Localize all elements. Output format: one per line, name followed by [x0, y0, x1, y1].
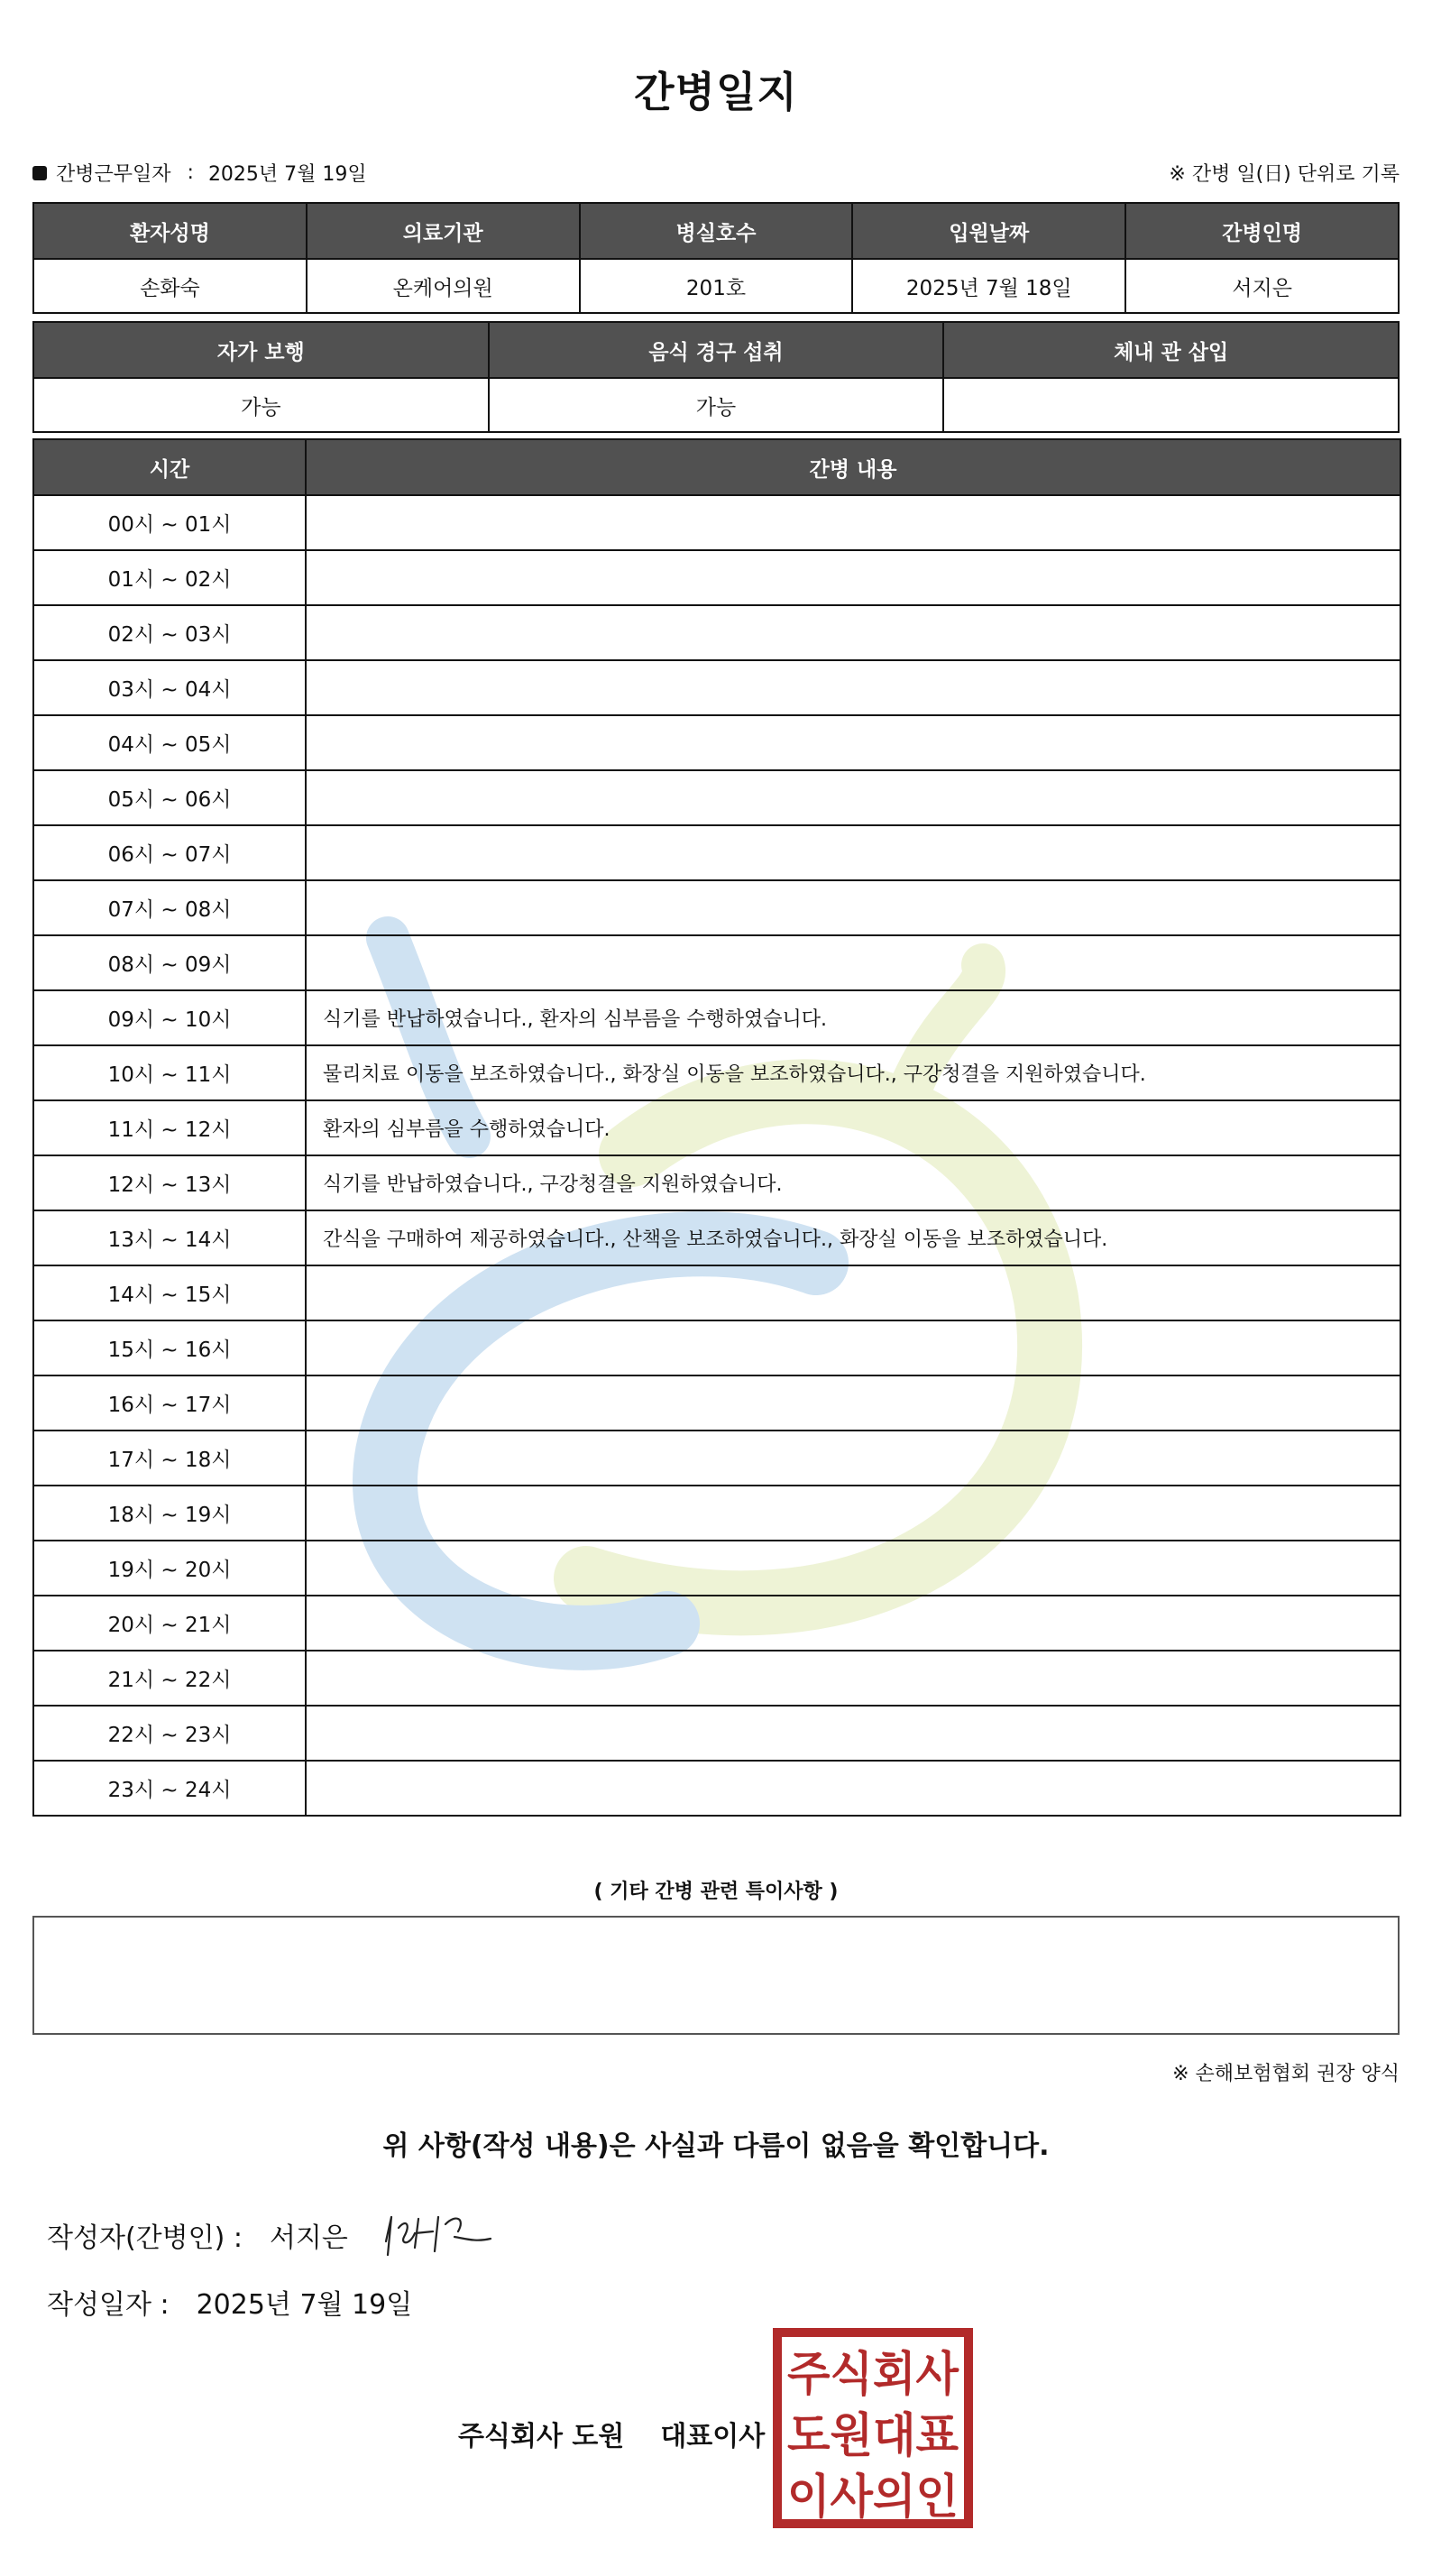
care-content-cell: 식기를 반납하였습니다., 환자의 심부름을 수행하였습니다. — [306, 990, 1400, 1045]
table-row — [33, 605, 1400, 660]
time-cell: 01시 ~ 02시 — [33, 550, 306, 605]
care-content-cell — [306, 660, 1400, 715]
table-row — [33, 880, 1400, 935]
tube-cell — [943, 378, 1399, 432]
work-date-value: 2025년 7월 19일 — [207, 163, 367, 186]
table-row — [33, 1431, 1400, 1486]
header-admission-date: 입원날짜 — [852, 203, 1125, 259]
walking-cell: 가능 — [33, 378, 489, 432]
writer-name: 서지은 — [269, 2222, 348, 2254]
oral-intake-cell: 가능 — [489, 378, 944, 432]
table-header-row — [33, 439, 1400, 495]
care-content-cell — [306, 1431, 1400, 1486]
signature-icon — [379, 2192, 532, 2264]
table-row — [33, 990, 1400, 1045]
table-header-row — [33, 203, 1399, 259]
table-row — [33, 1320, 1400, 1375]
work-date-colon: : — [187, 161, 194, 184]
time-cell: 09시 ~ 10시 — [33, 990, 306, 1045]
table-row — [33, 770, 1400, 825]
care-content-cell — [306, 1596, 1400, 1651]
remarks-title: ( 기타 간병 관련 특이사항 ) — [593, 1881, 839, 1903]
time-cell: 05시 ~ 06시 — [33, 770, 306, 825]
company-row — [458, 2414, 765, 2453]
time-cell: 23시 ~ 24시 — [33, 1761, 306, 1816]
time-cell: 04시 ~ 05시 — [33, 715, 306, 770]
form-note: ※ 손해보험협회 권장 양식 — [1172, 2063, 1400, 2085]
writer-row — [47, 2215, 348, 2255]
table-row — [33, 259, 1399, 313]
table-row — [33, 1265, 1400, 1320]
time-cell: 18시 ~ 19시 — [33, 1486, 306, 1541]
care-content-cell — [306, 715, 1400, 770]
write-date-label: 작성일자 : — [47, 2289, 170, 2321]
square-bullet-icon — [32, 166, 47, 180]
time-cell: 13시 ~ 14시 — [33, 1210, 306, 1265]
care-content-cell — [306, 1541, 1400, 1596]
care-content-cell: 식기를 반납하였습니다., 구강청결을 지원하였습니다. — [306, 1155, 1400, 1210]
care-log-table — [32, 438, 1401, 1817]
document-title: 간병일지 — [634, 68, 798, 116]
header-walking: 자가 보행 — [33, 322, 489, 378]
header-oral-intake: 음식 경구 섭취 — [489, 322, 944, 378]
care-content-cell — [306, 1265, 1400, 1320]
header-time: 시간 — [33, 439, 306, 495]
patient-info-table — [32, 202, 1400, 314]
care-content-cell — [306, 1761, 1400, 1816]
company-seal-icon — [772, 2327, 974, 2529]
patient-name-cell: 손화숙 — [33, 259, 307, 313]
header-caregiver: 간병인명 — [1125, 203, 1399, 259]
table-row — [33, 495, 1400, 550]
table-row — [33, 1375, 1400, 1431]
patient-status-table — [32, 321, 1400, 433]
header-patient-name: 환자성명 — [33, 203, 307, 259]
care-content-cell — [306, 605, 1400, 660]
care-content-cell — [306, 880, 1400, 935]
table-row — [33, 378, 1399, 432]
care-content-cell — [306, 1706, 1400, 1761]
table-row — [33, 1210, 1400, 1265]
time-cell: 08시 ~ 09시 — [33, 935, 306, 990]
table-row — [33, 550, 1400, 605]
caregiver-cell: 서지은 — [1125, 259, 1399, 313]
care-content-cell: 간식을 구매하여 제공하였습니다., 산책을 보조하였습니다., 화장실 이동을 보조하였습니다. — [306, 1210, 1400, 1265]
table-row — [33, 1541, 1400, 1596]
time-cell: 16시 ~ 17시 — [33, 1375, 306, 1431]
time-cell: 20시 ~ 21시 — [33, 1596, 306, 1651]
room-cell: 201호 — [580, 259, 853, 313]
table-row — [33, 1486, 1400, 1541]
time-cell: 03시 ~ 04시 — [33, 660, 306, 715]
table-row — [33, 1155, 1400, 1210]
care-content-cell — [306, 935, 1400, 990]
care-content-cell — [306, 825, 1400, 880]
writer-label: 작성자(간병인) : — [47, 2222, 243, 2254]
table-row — [33, 660, 1400, 715]
admission-date-cell: 2025년 7월 18일 — [852, 259, 1125, 313]
svg-text:주식회사: 주식회사 — [787, 2348, 959, 2402]
time-cell: 14시 ~ 15시 — [33, 1265, 306, 1320]
company-name: 주식회사 도원 — [458, 2421, 625, 2452]
remarks-box — [32, 1916, 1400, 2035]
write-date-value: 2025년 7월 19일 — [196, 2289, 413, 2321]
care-content-cell — [306, 1486, 1400, 1541]
header-institution: 의료기관 — [307, 203, 580, 259]
table-row — [33, 935, 1400, 990]
care-content-cell — [306, 770, 1400, 825]
time-cell: 07시 ~ 08시 — [33, 880, 306, 935]
confirmation-statement: 위 사항(작성 내용)은 사실과 다름이 없음을 확인합니다. — [382, 2130, 1050, 2162]
time-cell: 19시 ~ 20시 — [33, 1541, 306, 1596]
time-cell: 17시 ~ 18시 — [33, 1431, 306, 1486]
care-content-cell — [306, 1320, 1400, 1375]
time-cell: 02시 ~ 03시 — [33, 605, 306, 660]
time-cell: 12시 ~ 13시 — [33, 1155, 306, 1210]
time-cell: 10시 ~ 11시 — [33, 1045, 306, 1100]
header-tube: 체내 관 삽입 — [943, 322, 1399, 378]
care-content-cell — [306, 1375, 1400, 1431]
care-content-cell — [306, 550, 1400, 605]
care-log-body — [33, 495, 1400, 1816]
time-cell: 21시 ~ 22시 — [33, 1651, 306, 1706]
time-cell: 06시 ~ 07시 — [33, 825, 306, 880]
care-content-cell: 물리치료 이동을 보조하였습니다., 화장실 이동을 보조하였습니다., 구강청결을 지원하였습니다. — [306, 1045, 1400, 1100]
table-row — [33, 1651, 1400, 1706]
table-row — [33, 825, 1400, 880]
svg-text:도원대표: 도원대표 — [787, 2409, 959, 2463]
table-header-row — [33, 322, 1399, 378]
work-date-label: 간병근무일자 — [56, 163, 171, 186]
table-row — [33, 1100, 1400, 1155]
institution-cell: 온케어의원 — [307, 259, 580, 313]
table-row — [33, 1596, 1400, 1651]
care-content-cell: 환자의 심부름을 수행하였습니다. — [306, 1100, 1400, 1155]
table-row — [33, 715, 1400, 770]
table-row — [33, 1761, 1400, 1816]
company-title: 대표이사 — [660, 2421, 766, 2452]
header-care-content: 간병 내용 — [306, 439, 1400, 495]
svg-text:이사의인: 이사의인 — [787, 2470, 959, 2525]
table-row — [33, 1706, 1400, 1761]
table-row — [33, 1045, 1400, 1100]
time-cell: 11시 ~ 12시 — [33, 1100, 306, 1155]
write-date-row — [47, 2282, 412, 2322]
time-cell: 22시 ~ 23시 — [33, 1706, 306, 1761]
time-cell: 00시 ~ 01시 — [33, 495, 306, 550]
work-date-row — [32, 159, 367, 187]
care-content-cell — [306, 1651, 1400, 1706]
care-content-cell — [306, 495, 1400, 550]
header-room: 병실호수 — [580, 203, 853, 259]
daily-note: ※ 간병 일(日) 단위로 기록 — [1169, 163, 1400, 186]
time-cell: 15시 ~ 16시 — [33, 1320, 306, 1375]
